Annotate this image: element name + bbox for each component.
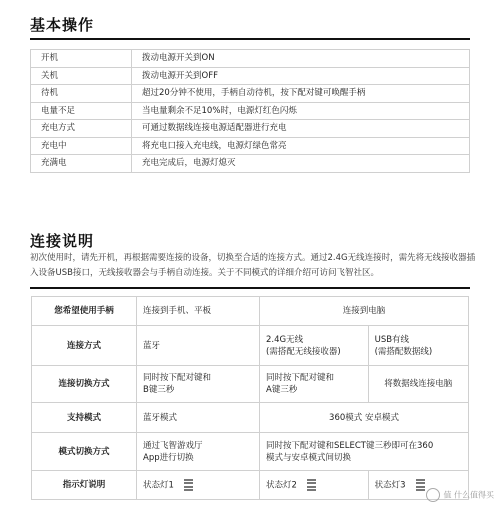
table-cell: 2.4G无线 (需搭配无线接收器) xyxy=(260,326,369,366)
table-cell: 同时按下配对键和 A键三秒 xyxy=(260,366,369,403)
watermark: 值 什么值得买 xyxy=(426,488,494,502)
basic-ops-table xyxy=(30,49,470,173)
row-label: 连接方式 xyxy=(32,326,137,366)
status-light-icon xyxy=(184,477,193,493)
table-cell: 将数据线连接电脑 xyxy=(368,366,468,403)
table-row xyxy=(31,155,470,173)
table-row xyxy=(32,471,469,500)
table-row xyxy=(31,50,470,68)
row-label: 待机 xyxy=(31,85,132,103)
status-light-label: 状态灯1 xyxy=(143,480,174,491)
row-label: 连接切换方式 xyxy=(32,366,137,403)
row-value: 超过20分钟不使用，手柄自动待机，按下配对键可唤醒手柄 xyxy=(132,85,470,103)
section-title-connection: 连接说明 xyxy=(30,232,95,250)
row-label: 充满电 xyxy=(31,155,132,173)
table-cell: 同时按下配对键和SELECT键三秒即可在360 模式与安卓模式间切换 xyxy=(260,433,469,471)
table-cell xyxy=(137,471,260,500)
table-cell: 通过飞智游戏厅 App进行切换 xyxy=(137,433,260,471)
table-row xyxy=(32,326,469,366)
connection-table xyxy=(31,296,469,500)
divider xyxy=(30,38,470,40)
row-label: 支持模式 xyxy=(32,403,137,433)
row-value: 当电量剩余不足10%时，电源灯红色闪烁 xyxy=(132,102,470,120)
row-value: 将充电口接入充电线，电源灯绿色常亮 xyxy=(132,137,470,155)
row-value: 拨动电源开关到ON xyxy=(132,50,470,68)
row-label: 电量不足 xyxy=(31,102,132,120)
table-cell: 蓝牙模式 xyxy=(137,403,260,433)
table-row xyxy=(31,137,470,155)
status-light-icon xyxy=(307,477,316,493)
table-row xyxy=(31,102,470,120)
table-cell: 连接到手机、平板 xyxy=(137,297,260,326)
table-cell: 同时按下配对键和 B键三秒 xyxy=(137,366,260,403)
table-row xyxy=(31,67,470,85)
table-row xyxy=(32,403,469,433)
status-light-label: 状态灯3 xyxy=(374,480,406,491)
row-label: 您希望使用手柄 xyxy=(32,297,137,326)
table-cell xyxy=(260,471,369,500)
row-label: 模式切换方式 xyxy=(32,433,137,471)
table-row xyxy=(31,85,470,103)
status-light-label: 状态灯2 xyxy=(266,480,297,491)
row-value: 充电完成后，电源灯熄灭 xyxy=(132,155,470,173)
logo-icon xyxy=(426,488,440,502)
row-label: 充电中 xyxy=(31,137,132,155)
section-title-basic-ops: 基本操作 xyxy=(30,16,95,34)
row-value: 可通过数据线连接电源适配器进行充电 xyxy=(132,120,470,138)
table-row xyxy=(31,120,470,138)
row-label: 指示灯说明 xyxy=(32,471,137,500)
table-cell: 连接到电脑 xyxy=(260,297,469,326)
table-cell: USB有线 (需搭配数据线) xyxy=(368,326,468,366)
table-cell: 360模式 安卓模式 xyxy=(260,403,469,433)
status-light-icon xyxy=(416,477,425,493)
row-label: 开机 xyxy=(31,50,132,68)
table-cell: 蓝牙 xyxy=(137,326,260,366)
table-row xyxy=(32,297,469,326)
table-row xyxy=(32,433,469,471)
divider xyxy=(30,287,470,289)
connection-intro: 初次使用时，请先开机，再根据需要连接的设备，切换至合适的连接方式。通过2.4G无线连接时，需先将无线接收器插入设备USB接口，无线接收器会与手柄自动连接。关于不同模式的详细介绍可访问飞智社区。 xyxy=(30,253,476,278)
row-label: 关机 xyxy=(31,67,132,85)
row-label: 充电方式 xyxy=(31,120,132,138)
table-row xyxy=(32,366,469,403)
row-value: 拨动电源开关到OFF xyxy=(132,67,470,85)
